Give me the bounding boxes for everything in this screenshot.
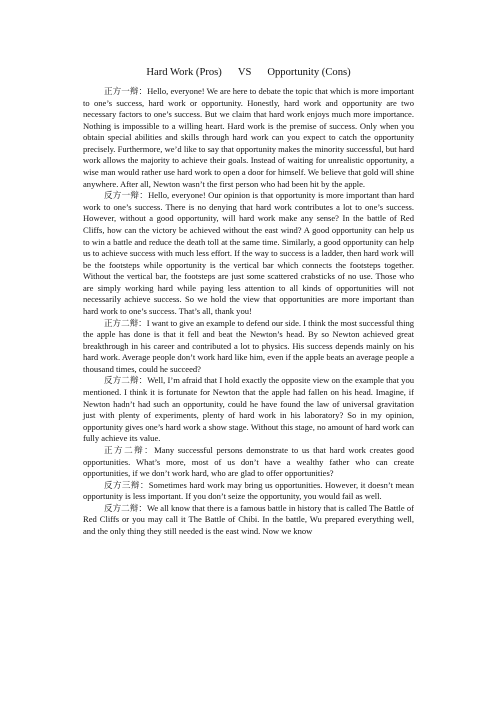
- title-cons: Opportunity (Cons): [267, 67, 351, 78]
- paragraph-pro-second-speaker: [83, 318, 414, 376]
- speaker-label: 反方三辩：: [104, 479, 149, 490]
- paragraph-con-second-speaker-reply: [83, 503, 414, 538]
- paragraph-text: We all know that there is a famous battle in history that is called The Battle of Red Cliffs or you may call it The Battle of Chibi. In the battle, Wu prepared everything well, and the only thing they still needed is the east wind. Now we know: [83, 502, 414, 536]
- paragraph-text: Hello, everyone! We are here to debate the topic that which is more important to one’s success, hard work or opportunity. Honestly, hard work and opportunity are two necessary factors to one’s success. But we claim that hard work enjoys much more importance. Nothing is impossible to a willing heart. Hard work is the premise of success. Only when you obtain special abilities and skills through hard work can you expect to catch the opportunity precisely. Furthermore, we’d like to say that opportunity makes the minority successful, but hard work allows the majority to achieve their goals. Instead of waiting for unrealistic opportunity, a wise man would rather use hard work to open a door for himself. We believe that gold will shine anywhere. After all, Newton wasn’t the first person who had been hit by the apple.: [83, 86, 414, 189]
- paragraph-text: Hello, everyone! Our opinion is that opportunity is more important than hard work to one’s success. There is no denying that hard work contributes a lot to one’s success. However, without a good opportunity, will hard work make any sense? In the battle of Red Cliffs, how can the victory be achieved without the east wind? A good opportunity can help us to win a battle and reduce the death toll at the same time. Similarly, a good opportunity can help us to achieve success with much less effort. If the way to success is a ladder, then hard work will be the footsteps while opportunity is the vertical bar which connects the footsteps together. Without the vertical bar, the footsteps are just some scattered crabsticks of no use. Those who are simply working hard while paying less attention to all kinds of opportunities will not necessarily achieve success. So we hold the view that opportunities are more important than hard work to one’s success. That’s all, thank you!: [83, 190, 414, 316]
- paragraph-text: Sometimes hard work may bring us opportunities. However, it doesn’t mean opportunity is less important. If you don’t seize the opportunity, you would fail as well.: [83, 479, 414, 502]
- paragraph-text: Many successful persons demonstrate to us that hard work creates good opportunities. What’s more, most of us don’t have a wealthy father who can create opportunities, if we don’t work hard, who are glad to offer opportunities?: [83, 444, 414, 479]
- speaker-label: 反方二辩：: [104, 375, 148, 386]
- speaker-label: 正方二辩：: [104, 444, 155, 455]
- title-pros: Hard Work (Pros): [146, 67, 222, 78]
- paragraph-con-second-speaker: [83, 375, 414, 444]
- speaker-label: 正方二辩：: [104, 317, 147, 328]
- speaker-label: 反方二辩：: [104, 502, 147, 513]
- title-vs: VS: [237, 67, 252, 78]
- speaker-label: 反方一辩：: [104, 190, 149, 201]
- paragraph-con-third-speaker: [83, 480, 414, 503]
- speaker-label: 正方一辩：: [104, 86, 148, 96]
- paragraph-text: Well, I’m afraid that I hold exactly the opposite view on the example that you mentioned. I think it is fortunate for Newton that the apple had fallen on his head. Imagine, if Newton hadn’t had such an opportunity, could he have found the law of universal gravitation just with plenty of experiments, plenty of hard work in his laboratory? So in my opinion, opportunity gives one’s hard work a show stage. Without this stage, no amount of hard work can fully achieve its value.: [83, 375, 414, 444]
- document-title: [83, 66, 414, 80]
- paragraph-pro-first-speaker: [83, 86, 414, 190]
- paragraph-text: I want to give an example to defend our side. I think the most successful thing the apple has done is that it fell and beat the Newton’s head. By so Newton achieved great breakthrough in his career and contributed a lot to physics. His success depends mainly on his hard work. Average people don’t work hard like him, even if the apple beats an average people a thousand times, could he succeed?: [83, 317, 414, 374]
- paragraph-pro-second-speaker-reply: [83, 445, 414, 480]
- paragraph-con-first-speaker: [83, 190, 414, 317]
